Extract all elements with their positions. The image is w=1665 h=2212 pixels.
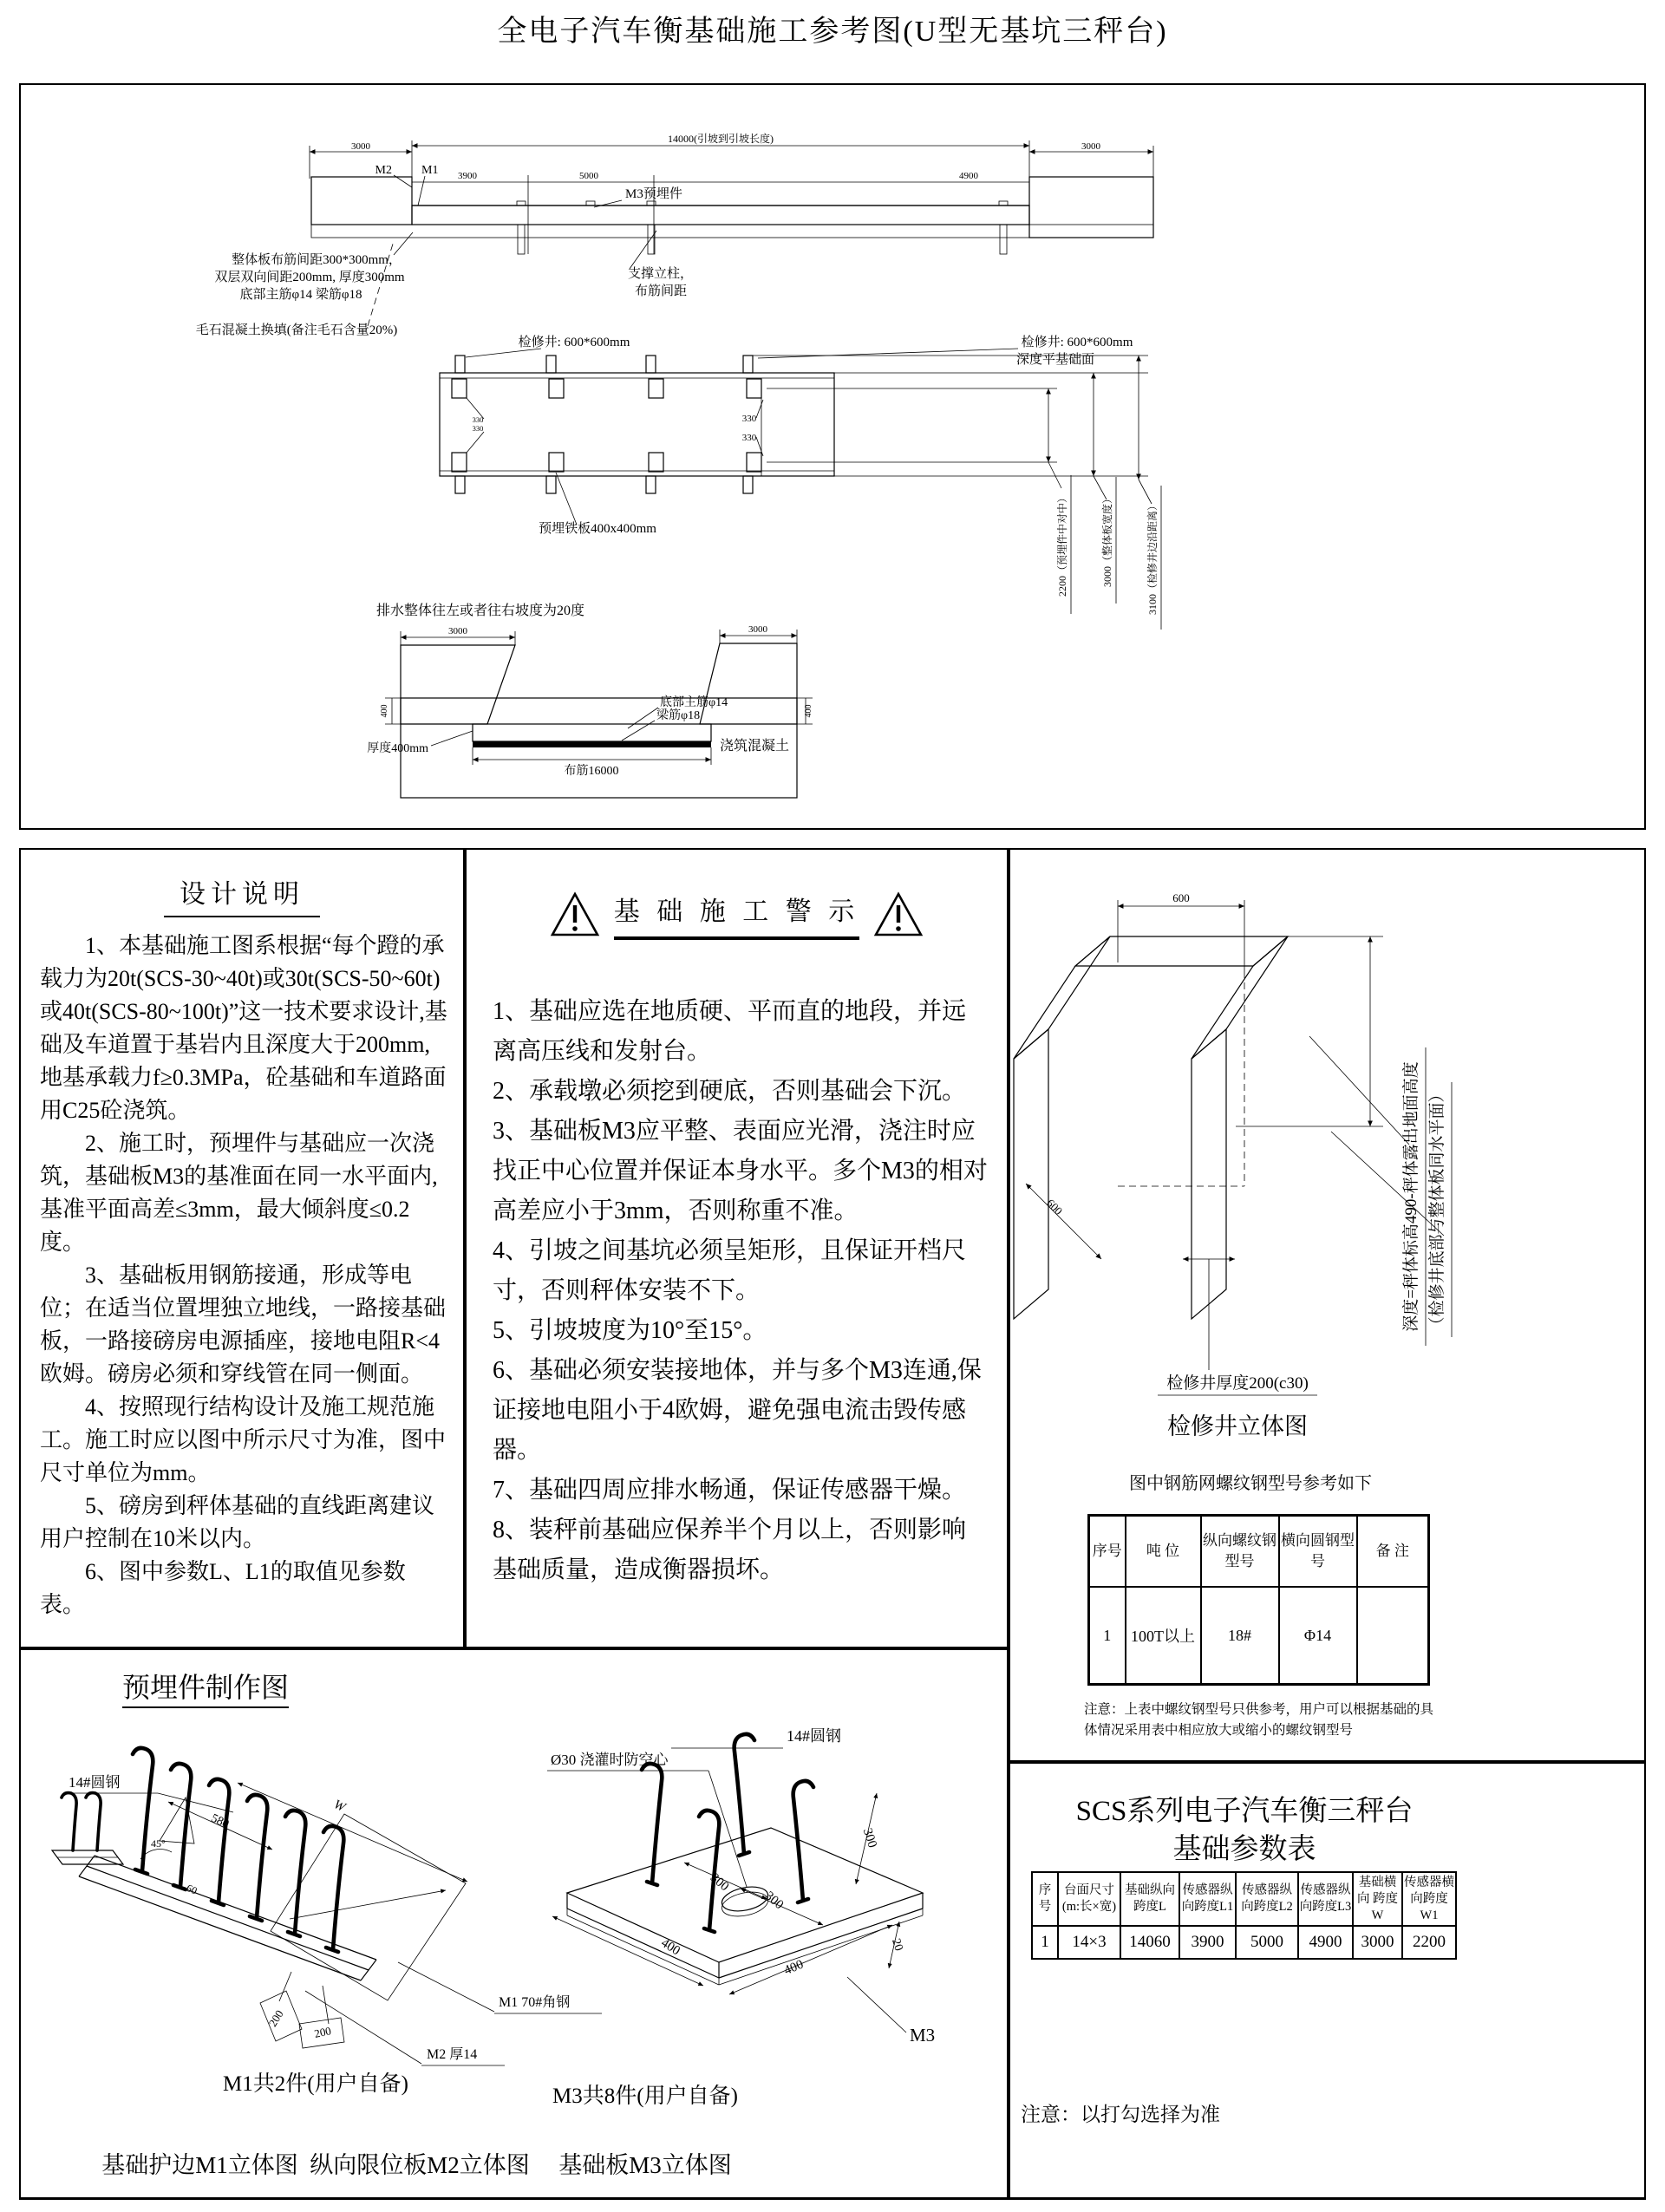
embedded-plates <box>452 379 761 472</box>
m2-label: M2 厚14 <box>427 2047 478 2062</box>
dim-3900: 3900 <box>458 171 477 181</box>
warning-icon-left <box>550 891 600 938</box>
dim-4900: 4900 <box>959 171 978 181</box>
scs-th-2: 基础纵向 跨度L <box>1120 1872 1179 1926</box>
warning-8: 8、装秤前基础应保养半个月以上，否则影响基础质量，造成衡器损坏。 <box>493 1517 967 1583</box>
embedded-parts-panel <box>19 1648 1009 2200</box>
m1-dim-200-a: 200 <box>265 2007 286 2029</box>
scs-header-row <box>1032 1872 1456 1926</box>
m3-qty: M3共8件(用户自备) <box>552 2085 738 2108</box>
scs-th-6: 基础横向 跨度W <box>1353 1872 1402 1926</box>
steel-th-seq: 序号 <box>1089 1516 1126 1588</box>
warning-1: 1、基础应选在地质硬、平而直的地段，并远离高压线和发射台。 <box>493 998 967 1065</box>
design-notes-panel <box>19 848 465 1648</box>
steel-th-remark: 备 注 <box>1357 1516 1429 1588</box>
m3-dim-300-a: 300 <box>707 1870 732 1895</box>
m1-label: M1 70#角钢 <box>499 1995 571 2010</box>
well-walls <box>1014 891 1288 1319</box>
m3-label: M3 <box>910 2025 936 2046</box>
m1-caption <box>99 2146 532 2180</box>
warning-6: 6、基础必须安装接地体，并与多个M3连通,保证接地电阻小于4欧姆，避免强电流击毁传感器。 <box>493 1357 982 1464</box>
dim-right-3000: 3000 <box>1081 141 1100 152</box>
m3-dim-300-b: 300 <box>761 1889 787 1913</box>
thickness-label: 厚度400mm <box>367 742 428 755</box>
steel-table-row <box>1089 1587 1429 1685</box>
scs-th-5: 传感器纵 向跨度L3 <box>1298 1872 1353 1926</box>
design-note-3: 3、基础板用钢筋接通，形成等电位；在适当位置埋独立地线，一路接基础板，一路接磅房电源插座，接地电阻R<4欧姆。磅房必须和穿线管在同一侧面。 <box>40 1263 447 1387</box>
embedded-title-text: 预埋件制作图 <box>122 1672 289 1708</box>
design-note-6: 6、图中参数L、L1的取值见参数表。 <box>40 1559 406 1617</box>
scs-th-1: 台面尺寸 (m:长×宽) <box>1058 1872 1120 1926</box>
scs-th-0: 序号 <box>1032 1872 1058 1926</box>
warnings-panel <box>465 848 1009 1648</box>
dim-16000: 布筋16000 <box>564 765 619 778</box>
warnings-header <box>467 890 1007 940</box>
well-thickness-label: 检修井厚度200(c30) <box>1166 1374 1309 1393</box>
steel-td-long: 18# <box>1201 1587 1279 1685</box>
rubble-note: 毛石混凝土换填(备注毛石含量20%) <box>195 323 398 337</box>
warning-icon-right <box>873 891 924 938</box>
well-dimensions <box>1026 936 1452 1439</box>
m1-rod-label: 14#圆钢 <box>69 1774 121 1791</box>
dim-5000: 5000 <box>579 171 598 181</box>
dim-330-left-a: 330 <box>472 415 484 424</box>
plan-view <box>440 356 1161 630</box>
scs-th-4: 传感器纵 向跨度L2 <box>1236 1872 1298 1926</box>
scs-th-7: 传感器横 向跨度W1 <box>1402 1872 1456 1926</box>
label-m2: M2 <box>375 164 392 177</box>
design-notes-body <box>40 930 447 1621</box>
page-title: 全电子汽车衡基础施工参考图(U型无基坑三秤台) <box>497 16 1168 48</box>
well-label-left: 检修井: 600*600mm <box>518 336 630 349</box>
m1-dim-580: 580 <box>208 1811 232 1832</box>
well-side-note-2: （检修井底部与整体板同水平面） <box>1428 1086 1446 1334</box>
m1-caption-a: 基础护边M1立体图 <box>101 2152 298 2178</box>
pour-label: 浇筑混凝土 <box>719 739 790 754</box>
scs-table <box>1031 1871 1457 1960</box>
m2-caption-b: 纵向限位板M2立体图 <box>310 2152 530 2178</box>
support-note-2: 布筋间距 <box>635 284 688 298</box>
m3-dim-300-c: 300 <box>859 1826 879 1850</box>
dim-total-14000: 14000(引坡到引坡长度) <box>668 133 774 145</box>
slope-note: 排水整体往左或者往右坡度为20度 <box>375 604 585 618</box>
dim-330-bottom: 330 <box>741 433 757 443</box>
design-note-1: 1、本基础施工图系根据“每个蹬的承载力为20t(SCS-30~40t)或30t(SCS-50~60t)或40t(SCS-80~100t)”这一技术要求设计,基础及车道置于基岩内且深度大于200mm,地基承载力f≥0.3MPa，砼基础和车道路面用C25砼浇筑。 <box>40 933 447 1123</box>
depth-label: 深度平基础面 <box>1015 353 1095 367</box>
label-m1: M1 <box>421 164 439 177</box>
support-note-1: 支撑立柱， <box>628 267 694 281</box>
warnings-title: 基 础 施 工 警 示 <box>614 890 860 940</box>
dim-3000: 3000（整体板宽度） <box>1101 493 1113 588</box>
dim-3100: 3100（检修井边沿距离） <box>1146 499 1159 616</box>
m3-labels <box>547 1727 935 2046</box>
design-notes-title: 设计说明 <box>164 872 320 917</box>
dim-330-left-b: 330 <box>472 424 484 433</box>
design-note-2: 2、施工时，预埋件与基础应一次浇筑，基础板M3的基准面在同一水平面内,基准平面高差≤3mm，最大倾斜度≤0.2度。 <box>40 1131 438 1255</box>
steel-td-remark <box>1357 1587 1429 1685</box>
steel-table-header-row <box>1089 1516 1429 1588</box>
m1-dim-w: W <box>331 1798 348 1815</box>
dim-330-top: 330 <box>741 414 757 424</box>
sec-dim-left-400: 400 <box>380 704 389 718</box>
plate-label: 预埋铁板400x400mm <box>539 522 656 536</box>
scs-th-3: 传感器纵 向跨度L1 <box>1179 1872 1236 1926</box>
elevation-view <box>196 132 1153 367</box>
m3-dim-400-a: 400 <box>658 1935 682 1959</box>
scs-panel <box>1009 1762 1646 2200</box>
warning-2: 2、承载墩必须挖到硬底，否则基础会下沉。 <box>493 1078 967 1105</box>
warning-4: 4、引坡之间基坑必须呈矩形，且保证开档尺寸，否则秤体安装不下。 <box>493 1237 967 1304</box>
slab-note-2: 双层双向间距200mm, 厚度300mm <box>214 271 405 284</box>
m3-dim-400-b: 400 <box>781 1957 806 1979</box>
m3-drawing-svg <box>485 1715 1005 2071</box>
steel-table-note: 注意：上表中螺纹钢型号只供参考，用户可以根据基础的具体情况采用表中相应放大或缩小的螺纹钢型号 <box>1084 1702 1434 1738</box>
scs-note: 注意：以打勾选择为准 <box>1021 2104 1220 2125</box>
scs-td-5: 4900 <box>1298 1926 1353 1959</box>
well-panel <box>1009 848 1646 1762</box>
label-m3: M3预埋件 <box>625 187 682 201</box>
slab-note-1: 整体板布筋间距300*300mm， <box>232 253 402 267</box>
slab-note-3: 底部主筋φ14 梁筋φ18 <box>239 288 362 302</box>
sec-dim-left-3000: 3000 <box>448 626 467 636</box>
design-note-5: 5、磅房到秤体基础的直线距离建议用户控制在10米以内。 <box>40 1493 435 1551</box>
dim-2200: 2200（预埋件中对中） <box>1056 492 1068 597</box>
steel-th-lateral: 横向圆钢型号 <box>1279 1516 1357 1588</box>
m3-dim-20: 20 <box>889 1936 905 1953</box>
scs-td-0: 1 <box>1032 1926 1058 1959</box>
steel-td-lateral: Φ14 <box>1279 1587 1357 1685</box>
scs-td-7: 2200 <box>1402 1926 1456 1959</box>
steel-th-tonnage: 吨 位 <box>1126 1516 1201 1588</box>
rebar-note-1: 底部主筋φ14 <box>660 696 728 709</box>
m3-caption: 基础板M3立体图 <box>558 2152 732 2178</box>
steel-td-tonnage: 100T以上 <box>1126 1587 1201 1685</box>
steel-th-long: 纵向螺纹钢型号 <box>1201 1516 1279 1588</box>
m3-hole-label: Ø30 浇灌时防空心 <box>551 1752 669 1768</box>
section-view <box>367 602 813 798</box>
scs-td-3: 3900 <box>1179 1926 1236 1959</box>
warnings-body <box>493 992 988 1590</box>
m1-dim-45: 45° <box>151 1837 166 1850</box>
well-label-right: 检修井: 600*600mm <box>1021 336 1133 349</box>
drawing-panel-svg <box>21 85 1644 828</box>
m1-dim-200-b: 200 <box>312 2024 333 2040</box>
rebar-note-2: 梁筋φ18 <box>656 709 701 722</box>
m1-dim-60: 60 <box>184 1882 199 1897</box>
sec-dim-right-400: 400 <box>804 704 813 718</box>
dim-left-3000: 3000 <box>351 141 370 152</box>
drawing-panel <box>19 83 1646 830</box>
design-note-4: 4、按照现行结构设计及施工规范施工。施工时应以图中所示尺寸为准，图中尺寸单位为mm。 <box>40 1394 447 1485</box>
sec-dim-right-3000: 3000 <box>748 624 767 635</box>
m1-qty: M1共2件(用户自备) <box>223 2072 408 2096</box>
m3-rod-label: 14#圆钢 <box>787 1727 841 1745</box>
warning-7: 7、基础四周应排水畅通，保证传感器干燥。 <box>493 1477 967 1504</box>
steel-table-heading: 图中钢筋网螺纹钢型号参考如下 <box>1129 1474 1372 1493</box>
scs-td-2: 14060 <box>1120 1926 1179 1959</box>
well-side-note-1: 深度=秤体标高490-秤体露出地面高度 <box>1402 1061 1420 1332</box>
m1-hooks <box>133 1748 343 1952</box>
warning-5: 5、引坡坡度为10°至15°。 <box>493 1317 767 1344</box>
scs-data-row <box>1032 1926 1456 1959</box>
scs-td-6: 3000 <box>1353 1926 1402 1959</box>
steel-td-seq: 1 <box>1089 1587 1126 1685</box>
well-dim-600-top: 600 <box>1172 891 1190 904</box>
scs-title-1: SCS系列电子汽车衡三秤台 <box>1075 1796 1414 1827</box>
well-caption: 检修井立体图 <box>1167 1413 1308 1439</box>
well-dim-600-diag: 600 <box>1043 1196 1066 1218</box>
scs-title-2: 基础参数表 <box>1172 1834 1316 1865</box>
well-3d-svg <box>1010 850 1644 1509</box>
scs-td-4: 5000 <box>1236 1926 1298 1959</box>
scs-td-1: 14×3 <box>1058 1926 1120 1959</box>
warning-3: 3、基础板M3应平整、表面应光滑，浇注时应找正中心位置并保证本身水平。多个M3的相对高差应小于3mm，否则称重不准。 <box>493 1118 988 1224</box>
steel-table <box>1087 1514 1430 1686</box>
